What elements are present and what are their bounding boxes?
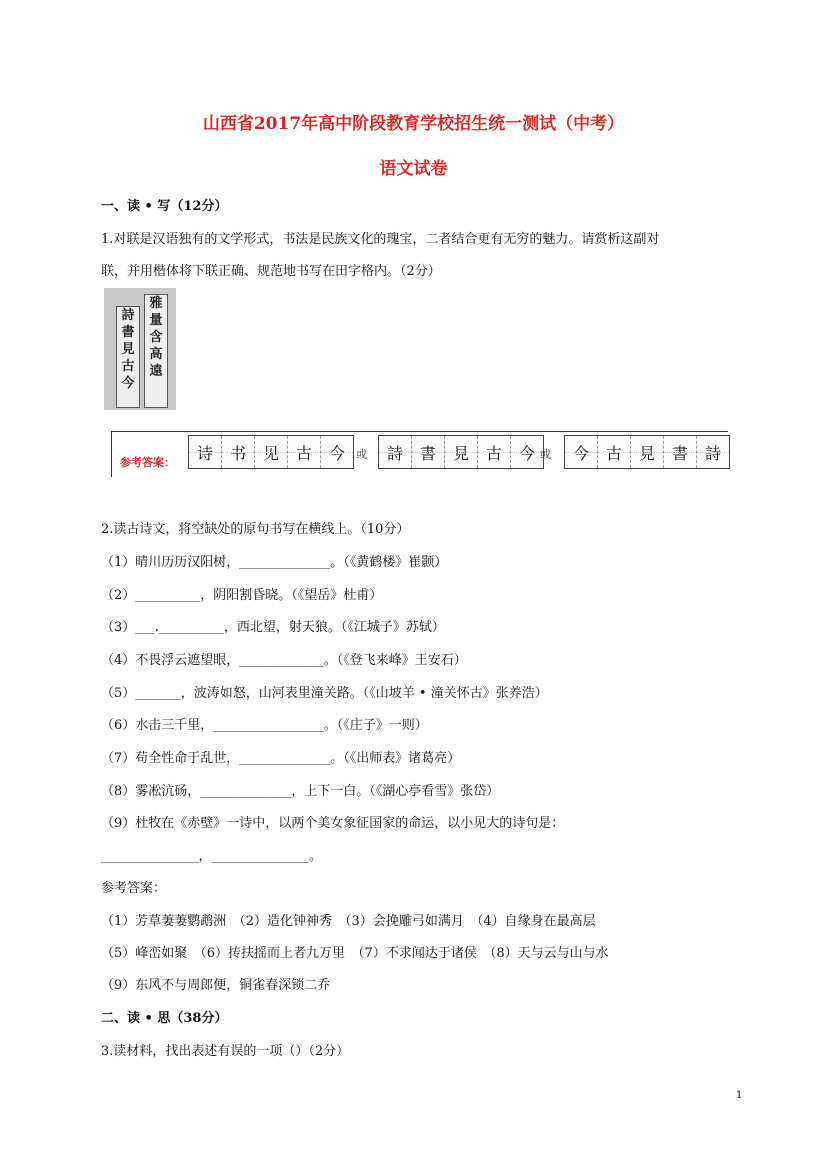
document-subtitle: 语文试卷	[379, 159, 448, 179]
section-heading-read-write: 一、读 • 写（12分）	[101, 199, 228, 214]
grid-cell: 書	[664, 436, 697, 468]
grid-cell: 今	[511, 436, 543, 468]
scroll-char: 遠	[149, 364, 163, 379]
question-3: 3.读材料，找出表述有误的一项（）（2分）	[101, 1044, 350, 1059]
question-1-line-2: 联，并用楷体将下联正确、规范地书写在田字格内。（2分）	[101, 264, 441, 279]
grid-cell: 书	[222, 436, 255, 468]
grid-cell: 诗	[189, 436, 222, 468]
grid-cell: 見	[445, 436, 478, 468]
grid-cell: 詩	[697, 436, 729, 468]
question-2-item: （1）晴川历历汉阳树，______________。（《黄鹤楼》崔颢）	[101, 555, 448, 570]
question-2-item: （6）水击三千里，_________________。（《庄子》一则）	[101, 718, 428, 733]
answer-line: （1）芳草萋萋鹦鹉洲 （2）造化钟神秀 （3）会挽雕弓如满月 （4）自缘身在最高层	[101, 914, 596, 929]
question-2-item: （4）不畏浮云遮望眼，_____________。（《登飞来峰》王安石）	[101, 653, 467, 668]
question-2: 2.读古诗文，将空缺处的原句书写在横线上。（10分）	[101, 522, 410, 537]
scroll-char: 書	[121, 325, 135, 340]
or-label: 或	[540, 448, 551, 461]
couplet-calligraphy-image	[104, 288, 176, 410]
page-number: 1	[736, 1090, 743, 1101]
section-heading-read-think: 二、读 • 思（38分）	[101, 1011, 228, 1026]
scroll-char: 古	[121, 359, 135, 374]
grid-cell: 今	[565, 436, 598, 468]
answer-line: （5）峰峦如聚 （6）抟扶摇而上者九万里 （7）不求闻达于诸侯 （8）天与云与山与水	[101, 946, 609, 961]
scroll-char: 雅	[149, 296, 163, 311]
grid-cell: 古	[478, 436, 511, 468]
question-2-item: （3）___.__________，西北望，射天狼。（《江城子》苏轼）	[101, 620, 445, 635]
answer-label: 参考答案：	[120, 456, 175, 469]
grid-cell: 見	[631, 436, 664, 468]
question-2-item: （9）杜牧在《赤壁》一诗中，以两个美女象征国家的命运，以小见大的诗句是：	[101, 816, 565, 831]
left-scroll	[116, 306, 140, 408]
or-label: 或	[356, 448, 367, 461]
scroll-char: 高	[149, 347, 163, 362]
right-scroll	[144, 294, 168, 408]
question-1-line-1: 1.对联是汉语独有的文学形式，书法是民族文化的瑰宝，二者结合更有无穷的魅力。请赏析这副对	[101, 232, 660, 247]
grid-cell: 古	[288, 436, 321, 468]
question-2-item: （2）__________，阴阳割昏晓。（《望岳》杜甫）	[101, 588, 383, 603]
scroll-char: 含	[149, 330, 163, 345]
scroll-char: 量	[149, 313, 163, 328]
grid-cell: 今	[321, 436, 353, 468]
answer-line: （9）东风不与周郎便，铜雀春深锁二乔	[101, 978, 331, 993]
question-2-blank-line: _______________，_______________。	[101, 849, 323, 864]
answer-grid-3	[564, 435, 730, 469]
document-title: 山西省2017年高中阶段教育学校招生统一测试（中考）	[202, 114, 625, 134]
grid-cell: 詩	[379, 436, 412, 468]
grid-cell: 见	[255, 436, 288, 468]
answer-grid-1	[188, 435, 354, 469]
question-2-item: （8）雾凇沆砀，______________，上下一白。（《湖心亭看雪》张岱）	[101, 784, 500, 799]
answer-grid-2	[378, 435, 544, 469]
grid-cell: 書	[412, 436, 445, 468]
reference-answer-label: 参考答案：	[101, 881, 167, 896]
grid-cell: 古	[598, 436, 631, 468]
answer-grid-strip	[111, 431, 728, 477]
scroll-char: 詩	[121, 308, 135, 323]
question-2-item: （7）苟全性命于乱世，______________。（《出师表》诸葛亮）	[101, 751, 461, 766]
scroll-char: 今	[121, 376, 135, 391]
scroll-char: 見	[121, 342, 135, 357]
question-2-item: （5）_______，波涛如怒，山河表里潼关路。（《山坡羊 • 潼关怀古》张养浩）	[101, 686, 548, 701]
